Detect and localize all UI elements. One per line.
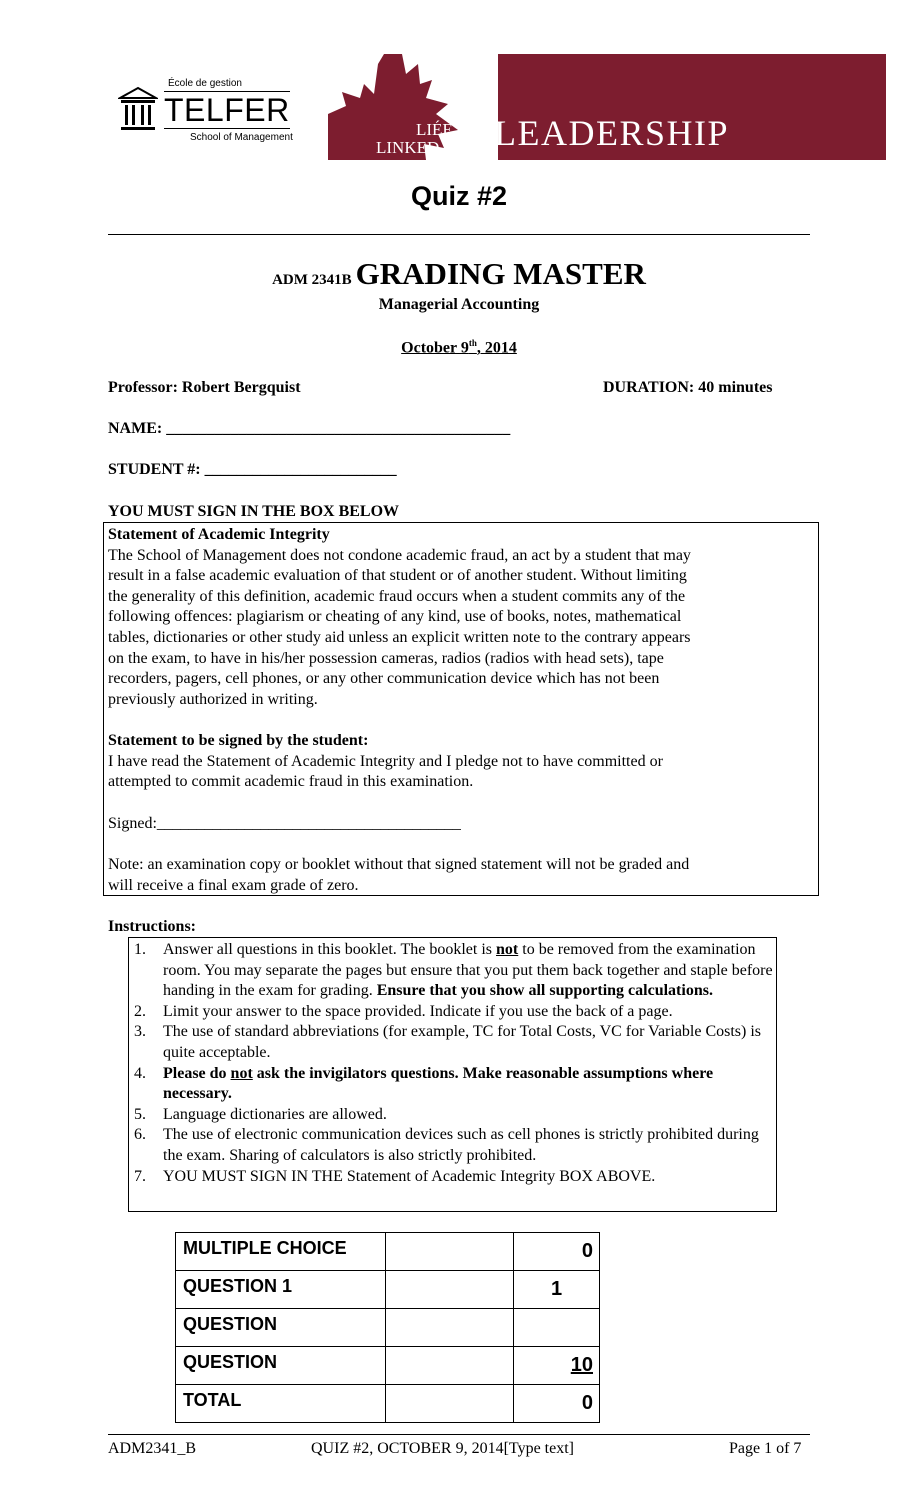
banner-en-small: with [439, 145, 457, 156]
list-item: 7. YOU MUST SIGN IN THE Statement of Academic Integrity BOX ABOVE. [134, 1167, 656, 1185]
list-item: 3. The use of standard abbreviations (for example, TC for Total Costs, VC for Variable Costs) is quite acceptable. [134, 1023, 762, 1061]
banner-en: LINKED [376, 138, 440, 157]
student-number-field[interactable]: STUDENT #: ________________________ [108, 461, 397, 478]
score-table [175, 1232, 600, 1423]
student-statement-heading: Statement to be signed by the student: [108, 732, 369, 749]
duration-line: DURATION: 40 minutes [603, 379, 773, 396]
course-title: GRADING MASTER [355, 256, 646, 291]
list-item: 4. Please do not ask the invigilators questions. Make reasonable assumptions where necessary. [134, 1064, 714, 1103]
integrity-note: Note: an examination copy or booklet without that signed statement will not be graded and will receive a final exam grade of zero. [108, 856, 690, 894]
leadership-banner [328, 54, 886, 160]
table-row: QUESTION 1 1 [176, 1271, 600, 1309]
footer-divider [108, 1434, 810, 1435]
banner-fr: LIÉE [416, 120, 453, 139]
logo-small-bottom: School of Management [190, 132, 293, 143]
course-code: ADM 2341B [272, 272, 352, 288]
quiz-title: Quiz #2 [410, 181, 508, 211]
sign-instruction: YOU MUST SIGN IN THE BOX BELOW [108, 503, 400, 520]
table-row: MULTIPLE CHOICE 0 [176, 1233, 600, 1271]
pledge-text: I have read the Statement of Academic Integrity and I pledge not to have committed or attempted to commit academic fraud in this examination. [108, 752, 663, 791]
signature-field[interactable]: Signed:______________________________________ [108, 815, 461, 832]
telfer-logo [118, 78, 298, 142]
footer-title: QUIZ #2, OCTOBER 9, 2014[Type text] [311, 1440, 574, 1457]
table-row: TOTAL 0 [176, 1385, 600, 1423]
name-field[interactable]: NAME: ___________________________________________ [108, 420, 511, 437]
table-row: QUESTION 10 [176, 1347, 600, 1385]
academic-integrity-box [103, 522, 819, 896]
course-heading [0, 256, 918, 292]
list-item: 2. Limit your answer to the space provided. Indicate if you use the back of a page. [134, 1002, 673, 1020]
logo-name: TELFER [164, 92, 290, 128]
list-item: 5. Language dictionaries are allowed. [134, 1105, 387, 1123]
building-icon [118, 84, 158, 134]
list-item: 1. Answer all questions in this booklet. The booklet is not to be removed from the examination room. You may separate the pages but ensure that you put them back together and staple before handing in the exam for grading. Ensure that you show all supporting calculations. [134, 941, 773, 1000]
integrity-paragraph: The School of Management does not condone academic fraud, an act by a student that may result in a false academic evaluation of that student or of another student. Without limiting the generality of this definition, academic fraud occurs when a student commits any of the following offences: plagiarism or cheating of any kind, use of books, notes, mathematical tables, dictionaries or other study aid unless an explicit written note to the contrary appears on the exam, to have in his/her possession cameras, radios (radios with head sets), tape recorders, pagers, cell phones, or any other communication device which has not been previously authorized in writing. [108, 546, 691, 708]
course-subtitle: Managerial Accounting [378, 296, 540, 313]
exam-date: October 9th, 2014 [401, 338, 517, 357]
integrity-heading: Statement of Academic Integrity [108, 526, 330, 543]
footer-page-number: Page 1 of 7 [729, 1440, 802, 1457]
logo-small-top: École de gestion [168, 78, 242, 89]
table-row: QUESTION [176, 1309, 600, 1347]
professor-line: Professor: Robert Bergquist [108, 379, 301, 396]
title-divider [108, 234, 810, 235]
banner-fr-small: au [457, 127, 468, 138]
footer-course: ADM2341_B [108, 1440, 197, 1457]
instructions-label: Instructions: [108, 918, 197, 935]
instructions-box [128, 937, 777, 1212]
banner-main-text: LEADERSHIP [494, 113, 730, 153]
list-item: 6. The use of electronic communication devices such as cell phones is strictly prohibited during the exam. Sharing of calculators is also strictly prohibited. [134, 1126, 759, 1164]
